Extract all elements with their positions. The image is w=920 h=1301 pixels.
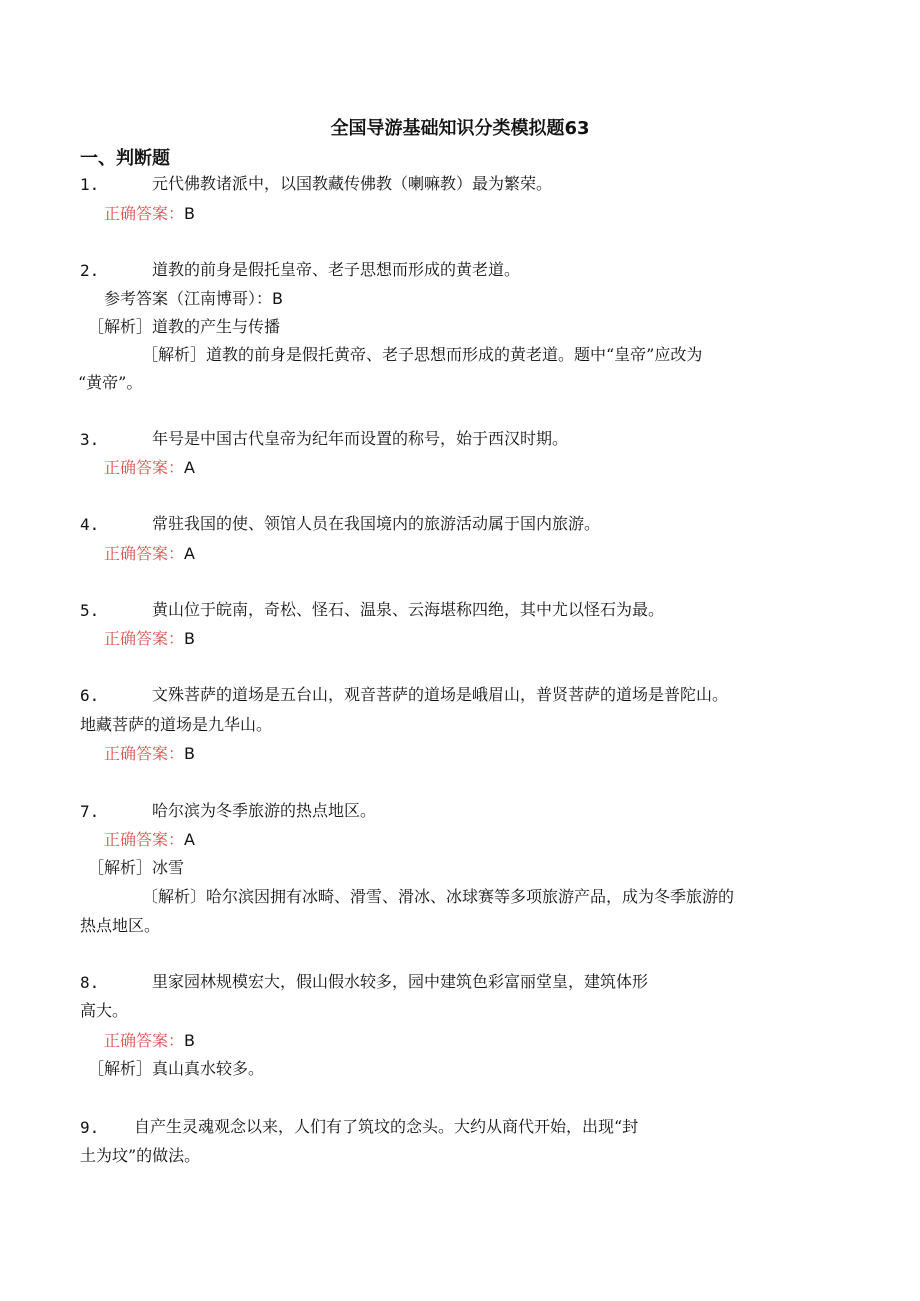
answer-line xyxy=(104,1030,195,1052)
answer-value: A xyxy=(184,458,195,477)
question-text: 常驻我国的使、领馆人员在我国境内的旅游活动属于国内旅游。 xyxy=(152,514,601,533)
analysis-text: ［解析］道教的前身是假托黄帝、老子思想而形成的黄老道。题中“皇帝”应改为 xyxy=(142,345,703,364)
answer-value: B xyxy=(184,629,195,648)
answer-line xyxy=(104,203,195,225)
answer-line xyxy=(104,743,195,765)
question-number: 4. xyxy=(80,515,100,534)
question-text: 哈尔滨为冬季旅游的热点地区。 xyxy=(152,801,377,820)
answer-line xyxy=(104,628,195,650)
analysis-title: ［解析］真山真水较多。 xyxy=(88,1059,265,1078)
question-text: 黄山位于皖南，奇松、怪石、温泉、云海堪称四绝，其中尤以怪石为最。 xyxy=(152,600,665,619)
analysis-title: ［解析］冰雪 xyxy=(88,858,185,877)
section-heading: 一、判断题 xyxy=(80,148,170,169)
question-number: 6. xyxy=(80,686,100,705)
question-number: 2. xyxy=(80,261,100,280)
question-text: 道教的前身是假托皇帝、老子思想而形成的黄老道。 xyxy=(152,260,521,279)
question-text: 自产生灵魂观念以来，人们有了筑坟的念头。大约从商代开始，出现“封 xyxy=(134,1117,639,1136)
question-number: 8. xyxy=(80,973,100,992)
reference-answer-label: 参考答案（江南博哥）： xyxy=(104,289,273,308)
question-number: 9. xyxy=(80,1118,100,1137)
question-number: 3. xyxy=(80,430,100,449)
question-text-continued: 高大。 xyxy=(80,1001,129,1020)
question-number: 5. xyxy=(80,601,100,620)
question-number: 1. xyxy=(80,175,100,194)
analysis-text: 〔解析〕哈尔滨因拥有冰畸、滑雪、滑冰、冰球赛等多项旅游产品，成为冬季旅游的 xyxy=(142,887,735,906)
page-title: 全国导游基础知识分类模拟题63 xyxy=(330,118,590,139)
analysis-title: ［解析］道教的产生与传播 xyxy=(88,317,281,336)
analysis-text: “黄帝”。 xyxy=(78,373,143,392)
answer-line xyxy=(104,829,195,851)
question-text: 文殊菩萨的道场是五台山，观音菩萨的道场是峨眉山，普贤菩萨的道场是普陀山。 xyxy=(152,685,729,704)
answer-label: 正确答案： xyxy=(104,830,185,849)
answer-value: A xyxy=(184,830,195,849)
answer-line xyxy=(104,457,195,479)
answer-label: 正确答案： xyxy=(104,629,185,648)
answer-line xyxy=(104,543,195,565)
question-text-continued: 土为坟”的做法。 xyxy=(80,1146,201,1165)
answer-label: 正确答案： xyxy=(104,544,185,563)
question-text: 里家园林规模宏大，假山假水较多，园中建筑色彩富丽堂皇，建筑体形 xyxy=(152,972,649,991)
answer-value: B xyxy=(184,744,195,763)
answer-value: B xyxy=(184,1031,195,1050)
question-text: 年号是中国古代皇帝为纪年而设置的称号，始于西汉时期。 xyxy=(152,429,569,448)
answer-value: A xyxy=(184,544,195,563)
analysis-text: 热点地区。 xyxy=(80,916,161,935)
answer-label: 正确答案： xyxy=(104,458,185,477)
answer-label: 正确答案： xyxy=(104,744,185,763)
question-number: 7. xyxy=(80,802,100,821)
question-text-continued: 地藏菩萨的道场是九华山。 xyxy=(80,715,273,734)
question-text: 元代佛教诸派中，以国教藏传佛教（喇嘛教）最为繁荣。 xyxy=(152,174,553,193)
answer-label: 正确答案： xyxy=(104,204,185,223)
answer-value: B xyxy=(184,204,195,223)
reference-answer-line xyxy=(104,288,283,310)
answer-value: B xyxy=(272,289,283,308)
answer-label: 正确答案： xyxy=(104,1031,185,1050)
